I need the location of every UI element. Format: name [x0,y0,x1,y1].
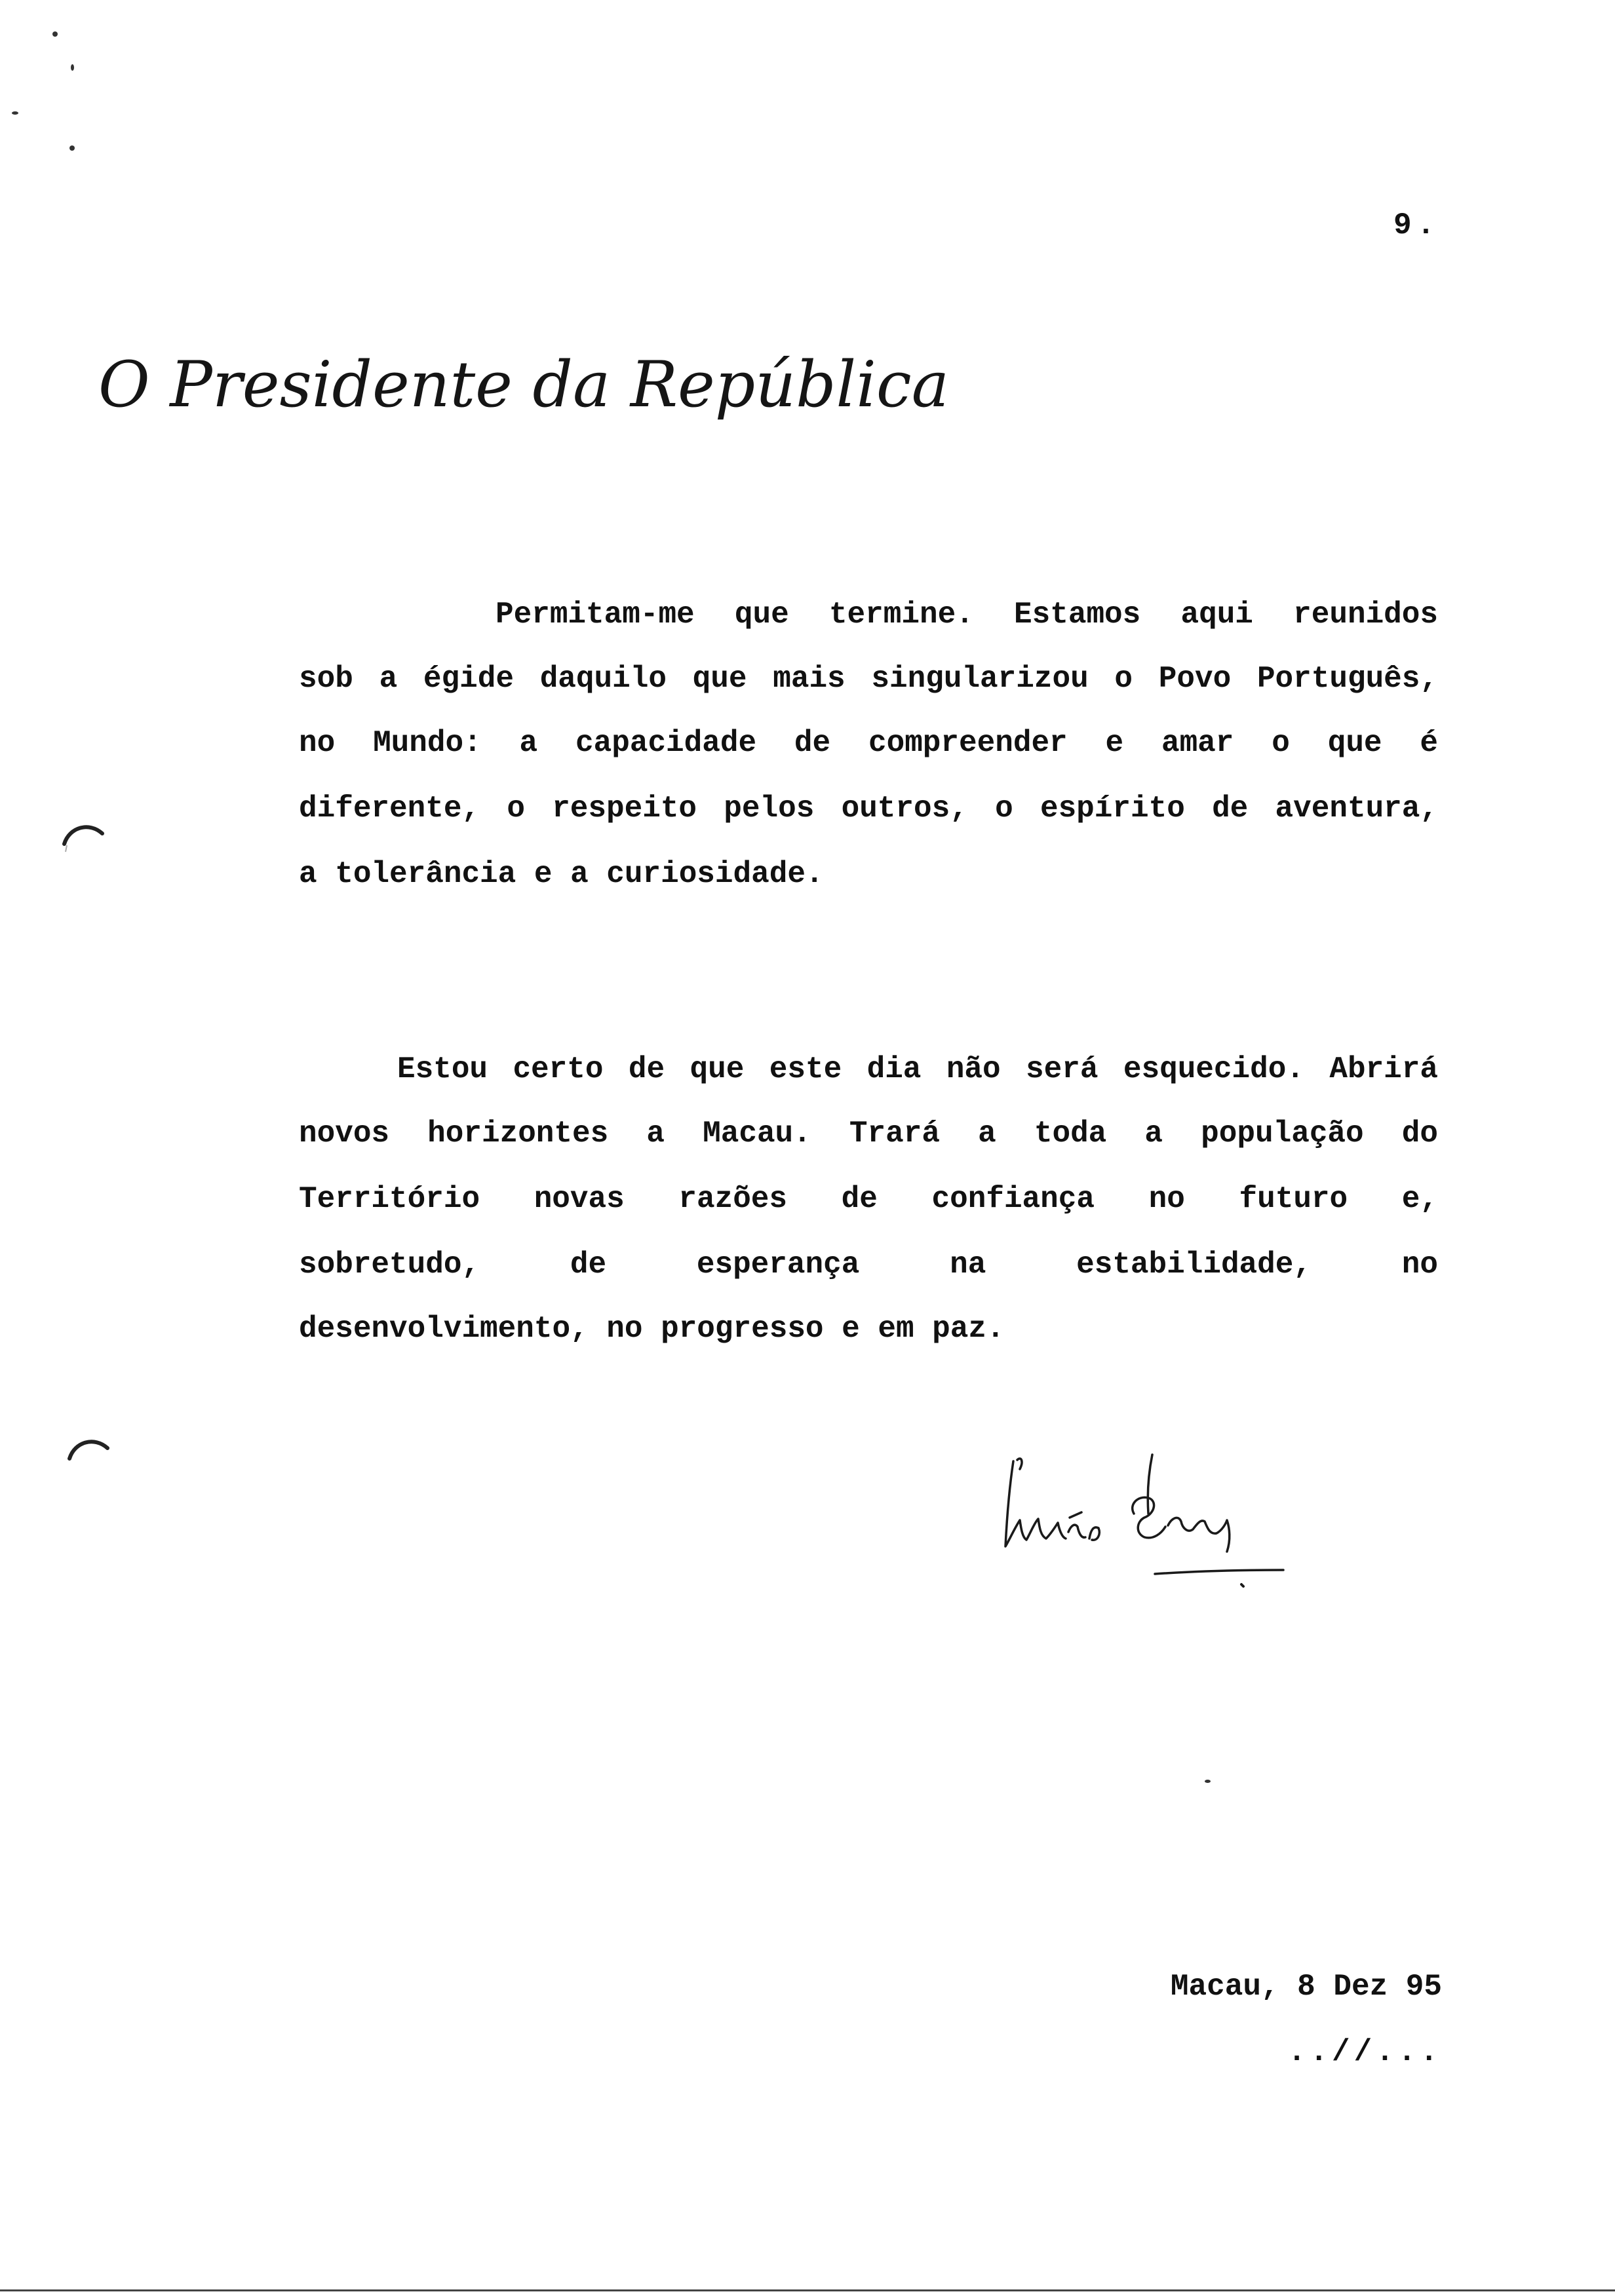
punch-hole-mark [66,1432,111,1465]
paragraph-2-line: Estou certo de que este dia não será esquecido. Abrirá [397,1052,1438,1086]
scan-speck [71,64,74,71]
letterhead [98,341,949,426]
paragraph-2-line: desenvolvimento, no progresso e em paz. [299,1312,1005,1346]
letterhead-script [98,341,949,426]
letterhead-text: O Presidente da República [98,348,949,421]
place-date: Macau, 8 Dez 95 [1170,1970,1442,2004]
paragraph-1-line: diferente, o respeito pelos outros, o espírito de aventura, [299,792,1438,826]
paragraph-1-line: no Mundo: a capacidade de compreender e amar o que é [299,726,1438,760]
paragraph-2-line: Território novas razões de confiança no futuro e, [299,1182,1438,1216]
handwritten-signature [983,1442,1298,1599]
page-bottom-edge [0,2289,1615,2291]
paragraph-1-line: a tolerância e a curiosidade. [299,857,824,891]
scan-speck [69,145,75,151]
page-number: 9. [1393,208,1441,242]
scan-speck [12,111,18,115]
continuation-mark: ..//... [1287,2035,1442,2069]
scan-speck [1205,1780,1211,1783]
punch-hole-mark [60,818,106,851]
paragraph-1-line: sob a égide daquilo que mais singularizou o Povo Português, [299,662,1438,696]
paragraph-1-line: Permitam-me que termine. Estamos aqui reunidos [496,598,1438,632]
paragraph-2-line: sobretudo, de esperança na estabilidade, no [299,1248,1438,1282]
scan-speck [52,31,58,37]
paragraph-2-line: novos horizontes a Macau. Trará a toda a população do [299,1117,1438,1151]
